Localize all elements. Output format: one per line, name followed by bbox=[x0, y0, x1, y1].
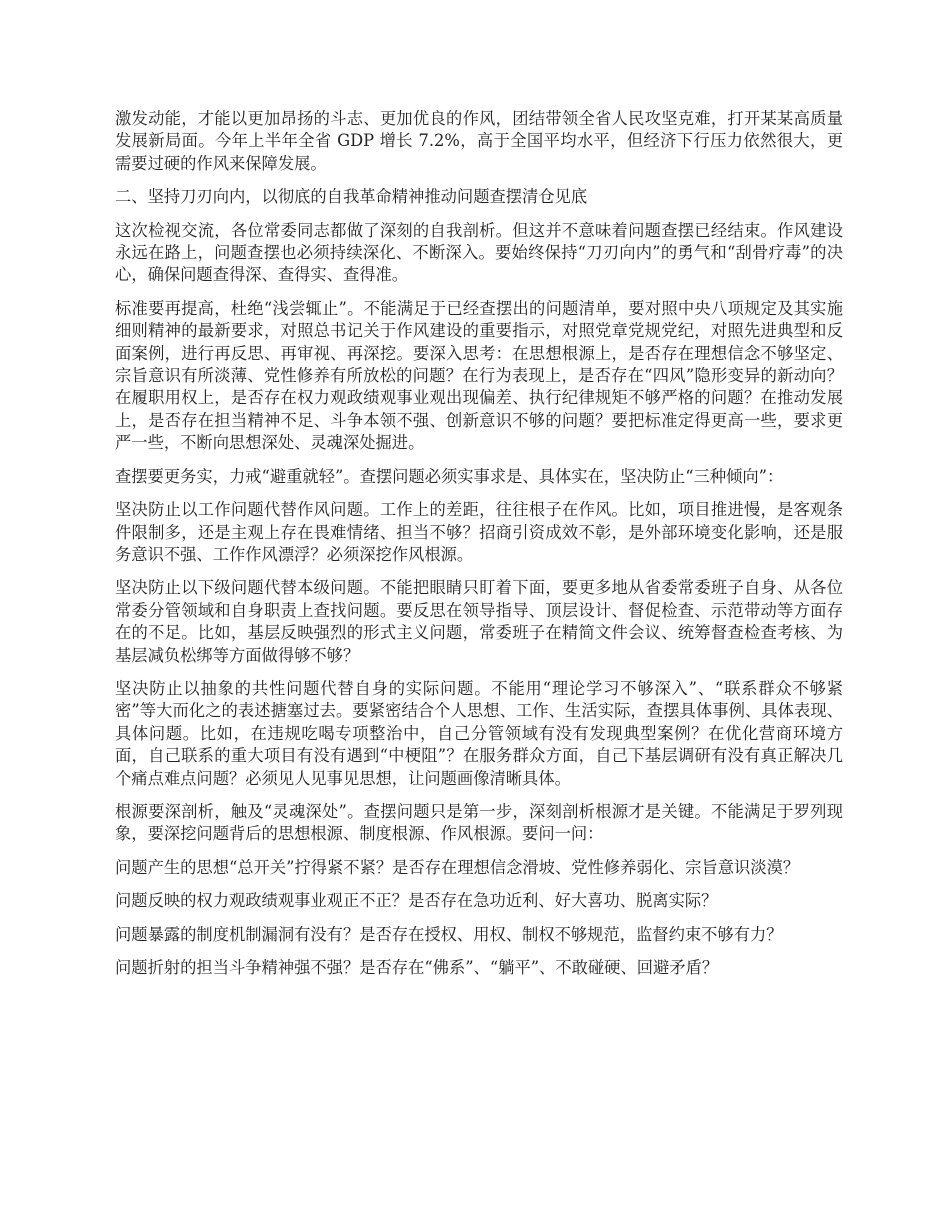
paragraph-tendency-three: 坚决防止以抽象的共性问题代替自身的实际问题。不能用“理论学习不够深入”、“联系群众不够紧密”等大而化之的表述搪塞过去。要紧密结合个人思想、工作、生活实际，查摆具体事例、具体表现、具体问题。比如，在违规吃喝专项整治中，自己分管领域有没有发现典型案例？在优化营商环境方面，自己联系的重大项目有没有遇到“中梗阻”？在服务群众方面，自己下基层调研有没有真正解决几个痛点难点问题？必须见人见事见思想，让问题画像清晰具体。 bbox=[115, 678, 843, 788]
paragraph-question-responsibility: 问题折射的担当斗争精神强不强？是否存在“佛系”、“躺平”、不敢碰硬、回避矛盾？ bbox=[115, 958, 719, 977]
paragraph-root-analysis: 根源要深剖析，触及“灵魂深处”。查摆问题只是第一步，深刻剖析根源才是关键。不能满足于罗列现象，要深挖问题背后的思想根源、制度根源、作风根源。要问一问： bbox=[115, 801, 843, 844]
paragraph-raise-standards: 标准要再提高，杜绝“浅尝辄止”。不能满足于已经查摆出的问题清单，要对照中央八项规定及其实施细则精神的最新要求，对照总书记关于作风建设的重要指示，对照党章党规党纪，对照先进典型和反面案例，进行再反思、再审视、再深挖。要深入思考：在思想根源上，是否存在理想信念不够坚定、宗旨意识有所淡薄、党性修养有所放松的问题？在行为表现上，是否存在“四风”隐形变异的新动向？在履职用权上，是否存在权力观政绩观事业观出现偏差、执行纪律规矩不够严格的问题？在推动发展上，是否存在担当精神不足、斗争本领不强、创新意识不够的问题？要把标准定得更高一些，要求更严一些，不断向思想深处、灵魂深处掘进。 bbox=[115, 298, 843, 453]
paragraph-question-ideology: 问题产生的思想“总开关”拧得紧不紧？是否存在理想信念滑坡、党性修养弱化、宗旨意识淡漠？ bbox=[115, 857, 800, 877]
paragraph-practical-check: 查摆要更务实，力戒“避重就轻”。查摆问题必须实事求是、具体实在，坚决防止“三种倾向”： bbox=[115, 466, 784, 486]
document-page bbox=[115, 108, 843, 990]
paragraph-question-power: 问题反映的权力观政绩观事业观正不正？是否存在急功近利、好大喜功、脱离实际？ bbox=[115, 891, 718, 911]
paragraph-tendency-two: 坚决防止以下级问题代替本级问题。不能把眼睛只盯着下面，要更多地从省委常委班子自身、从各位常委分管领域和自身职责上查找问题。要反思在领导指导、顶层设计、督促检查、示范带动等方面存在的不足。比如，基层反映强烈的形式主义问题，常委班子在精简文件会议、统筹督查检查考核、为基层减负松绑等方面做得够不够？ bbox=[115, 578, 843, 665]
section-heading-two: 二、坚持刀刃向内，以彻底的自我革命精神推动问题查摆清仓见底 bbox=[115, 187, 588, 207]
paragraph-question-system: 问题暴露的制度机制漏洞有没有？是否存在授权、用权、制权不够规范，监督约束不够有力？ bbox=[115, 924, 783, 944]
paragraph-intro-continued: 激发动能，才能以更加昂扬的斗志、更加优良的作风，团结带领全省人民攻坚克难，打开某某高质量发展新局面。今年上半年全省 GDP 增长 7.2%，高于全国平均水平，但经济下行压力依然很大，更需要过硬的作风来保障发展。 bbox=[115, 109, 843, 173]
paragraph-tendency-one: 坚决防止以工作问题代替作风问题。工作上的差距，往往根子在作风。比如，项目推进慢，是客观条件限制多，还是主观上存在畏难情绪、担当不够？招商引资成效不彰，是外部环境变化影响，还是服务意识不强、工作作风漂浮？必须深挖作风根源。 bbox=[115, 500, 843, 564]
paragraph-review-exchange: 这次检视交流，各位常委同志都做了深刻的自我剖析。但这并不意味着问题查摆已经结束。作风建设永远在路上，问题查摆也必须持续深化、不断深入。要始终保持“刀刃向内”的勇气和“刮骨疗毒”的决心，确保问题查得深、查得实、查得准。 bbox=[115, 220, 843, 285]
